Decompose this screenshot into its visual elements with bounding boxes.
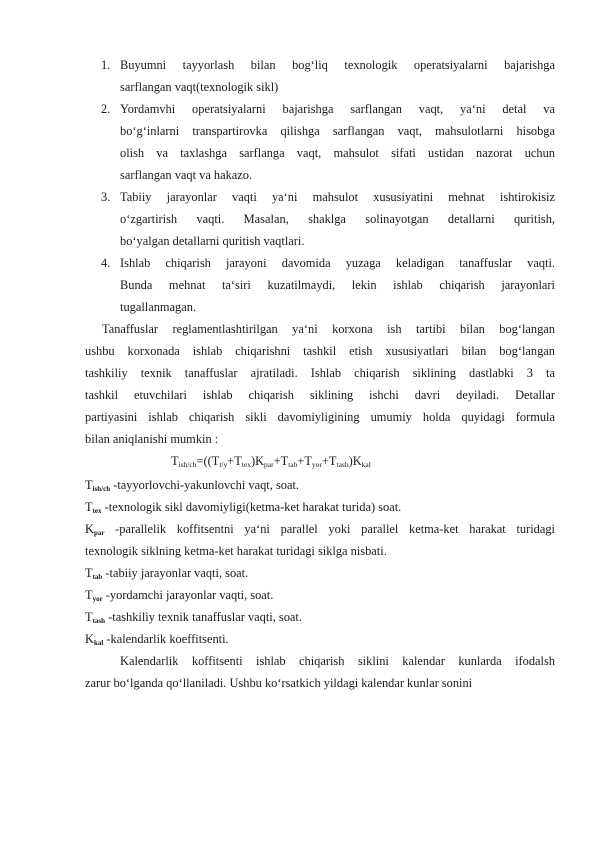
list-line: sarflangan vaqt(texnologik sikl) bbox=[120, 80, 279, 94]
paragraph-line: ushbu korxonada ishlab chiqarishni tashkil etish xususiyatlari bilan bog‘langan bbox=[85, 344, 555, 358]
definition-line: texnologik siklning ketma-ket harakat turidagi siklga nisbati. bbox=[85, 544, 387, 558]
list-line: bo‘g‘inlarni transpartirovka qilishga sarflangan vaqt, mahsulotlarni hisobga bbox=[120, 124, 555, 138]
list-line: Ishlab chiqarish jarayoni davomida yuzaga keladigan tanaffuslar vaqti. bbox=[120, 256, 555, 270]
list-line: Yordamvhi operatsiyalarni bajarishga sarflangan vaqt, ya‘ni detal va bbox=[120, 102, 555, 116]
list-number: 2. bbox=[101, 102, 111, 116]
list-number: 4. bbox=[101, 256, 111, 270]
list-number: 3. bbox=[101, 190, 111, 204]
list-line: o‘zgartirish vaqti. Masalan, shaklga solinayotgan detallarni quritish, bbox=[120, 212, 555, 226]
list-number: 1. bbox=[101, 58, 111, 72]
definition-line: Kkal -kalendarlik koeffitsenti. bbox=[85, 632, 229, 647]
paragraph-line: tashkiliy texnik tanaffuslar ajratiladi. Ishlab chiqarish siklining dastlabki 3 ta bbox=[85, 366, 555, 380]
paragraph-line: bilan aniqlanishi mumkin : bbox=[85, 432, 219, 446]
paragraph-line: Kalendarlik koffitsenti ishlab chiqarish siklini kalendar kunlarda ifodalsh bbox=[120, 654, 555, 668]
list-line: Bunda mehnat ta‘siri kuzatilmaydi, lekin ishlab chiqarish jarayonlari bbox=[120, 278, 555, 292]
paragraph-line: Tanaffuslar reglamentlashtirilgan ya‘ni korxona ish tartibi bilan bog‘langan bbox=[102, 322, 555, 336]
list-line: olish va taxlashga sarflanga vaqt, mahsulot sifati ustidan nazorat uchun bbox=[120, 146, 555, 160]
formula: $T_{ish/ch}=((T_{t/y}+T_{tex})K_{par}+T_{tab}+T_{yor}+T_{tash})K_{kal}$ bbox=[171, 454, 371, 469]
definition-line: Ttash -tashkiliy texnik tanaffuslar vaqti, soat. bbox=[85, 610, 302, 625]
definition-line: Ttex -texnologik sikl davomiyligi(ketma-ket harakat turida) soat. bbox=[85, 500, 402, 515]
list-line: tugallanmagan. bbox=[120, 300, 197, 314]
definition-line: Kpar -parallelik koffitsentni ya‘ni parallel yoki parallel ketma-ket harakat turidagi bbox=[85, 522, 555, 537]
list-line: Buyumni tayyorlash bilan bog‘liq texnologik operatsiyalarni bajarishga bbox=[120, 58, 555, 72]
paragraph-line: tashkil etuvchilari ishlab chiqarish siklining ishchi davri deyiladi. Detallar bbox=[85, 388, 555, 402]
paragraph-line: partiyasini ishlab chiqarish sikli davomiyligining umumiy holda quyidagi formula bbox=[85, 410, 555, 424]
list-line: bo‘yalgan detallarni quritish vaqtlari. bbox=[120, 234, 305, 248]
definition-line: Tyor -yordamchi jarayonlar vaqti, soat. bbox=[85, 588, 274, 603]
list-line: Tabiiy jarayonlar vaqti ya‘ni mahsulot xususiyatini mehnat ishtirokisiz bbox=[120, 190, 555, 204]
list-line: sarflangan vaqt va hakazo. bbox=[120, 168, 253, 182]
paragraph-line: zarur bo‘lganda qo‘llaniladi. Ushbu ko‘rsatkich yildagi kalendar kunlar sonini bbox=[85, 676, 473, 690]
definition-line: Ttab -tabiiy jarayonlar vaqti, soat. bbox=[85, 566, 249, 581]
definition-line: Tish/ch -tayyorlovchi-yakunlovchi vaqt, soat. bbox=[85, 478, 300, 493]
